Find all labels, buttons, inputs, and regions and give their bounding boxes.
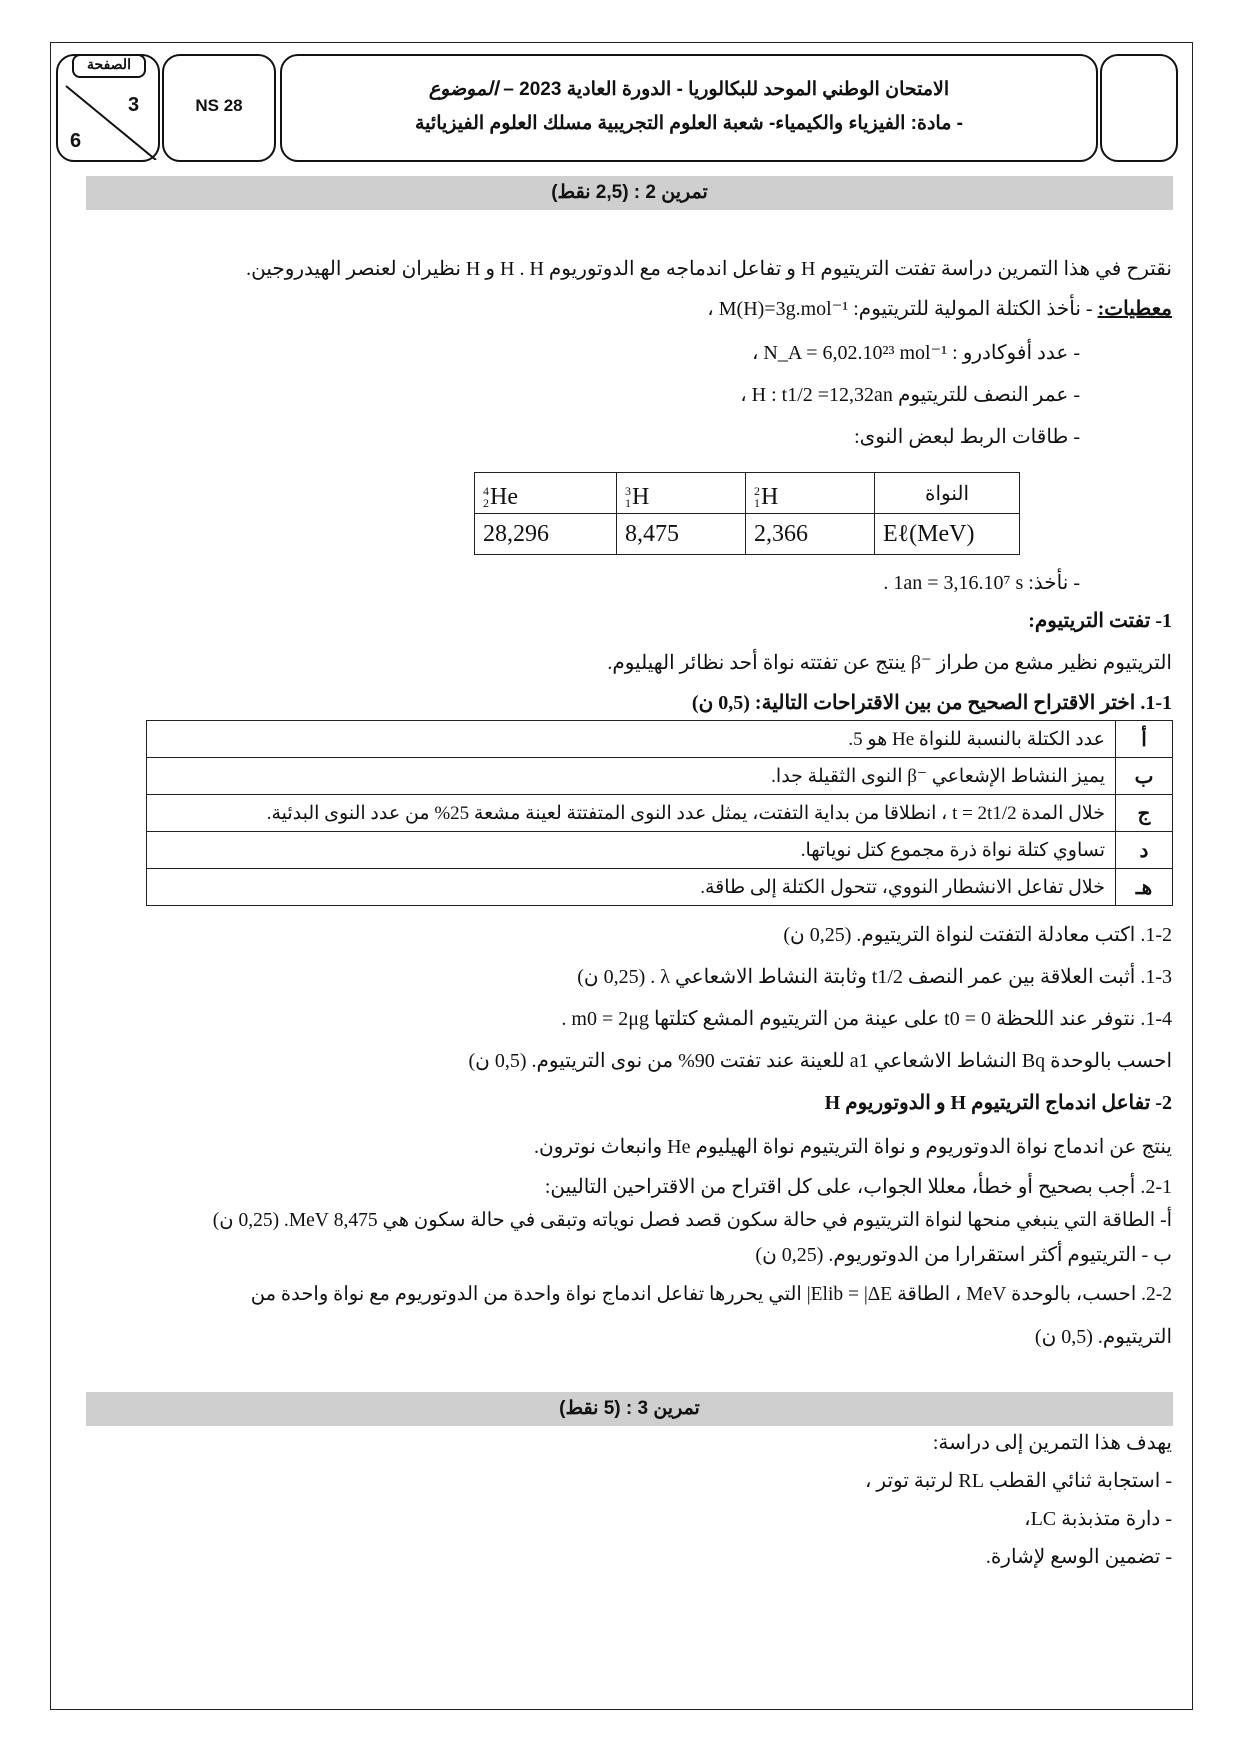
nucleus-h2: 2 1 H	[746, 473, 875, 514]
data-molar-text: - نأخذ الكتلة المولية للتريتيوم: M(H)=3g.mol⁻¹ ،	[707, 298, 1093, 320]
table-row	[475, 473, 1020, 514]
exam-title-line2: - مادة: الفيزياء والكيمياء- شعبة العلوم التجريبية مسلك العلوم الفيزيائية	[414, 113, 963, 134]
question-2-2-b: التريتيوم. (0,5 ن)	[1034, 1326, 1172, 1348]
option-text: خلال تفاعل الانشطار النووي، تتحول الكتلة إلى طاقة.	[147, 869, 1116, 906]
exam-title-subject-word: الموضوع	[428, 79, 498, 100]
exercise2-title: تمرين 2 : (2,5 نقط)	[86, 176, 1173, 210]
exercise2-intro: نقترح في هذا التمرين دراسة تفتت التريتيوم H و تفاعل اندماجه مع الدوتوريوم H . H و H نظيران لعنصر الهيدروجين.	[246, 258, 1172, 280]
option-text: يميز النشاط الإشعاعي ⁻β النوى الثقيلة جدا.	[147, 758, 1116, 795]
option-letter: هـ	[1116, 869, 1173, 906]
nucleus-he4: 4 2 He	[475, 473, 617, 514]
option-letter: د	[1116, 832, 1173, 869]
question-2-1: 2-1. أجب بصحيح أو خطأ، معللا الجواب، على كل اقتراح من الاقتراحين التاليين:	[544, 1176, 1172, 1198]
data-avogadro: - عدد أفوكادرو : N_A = 6,02.10²³ mol⁻¹ ،	[751, 342, 1080, 364]
page-total: 6	[70, 130, 82, 152]
options-table	[146, 720, 1173, 906]
page-label: الصفحة	[72, 54, 146, 78]
option-row	[147, 721, 1173, 758]
binding-energy-table	[474, 472, 1020, 555]
table-row	[475, 514, 1020, 555]
exercise3-item: - استجابة ثنائي القطب RL لرتبة توتر ،	[864, 1470, 1172, 1492]
exercise3-item: - تضمين الوسع لإشارة.	[985, 1546, 1172, 1568]
part1-title: 1- تفتت التريتيوم:	[1028, 610, 1172, 632]
option-letter: ب	[1116, 758, 1173, 795]
question-2-1-b: ب - التريتيوم أكثر استقرارا من الدوتوريوم. (0,25 ن)	[755, 1244, 1172, 1266]
year-note: - نأخذ: 1an = 3,16.10⁷ s .	[883, 572, 1080, 594]
nucleus-h3: 3 1 H	[617, 473, 746, 514]
exercise3-intro: يهدف هذا التمرين إلى دراسة:	[932, 1432, 1172, 1454]
part2-text: ينتج عن اندماج نواة الدوتوريوم و نواة التريتيوم نواة الهيليوم He وانبعاث نوترون.	[533, 1136, 1172, 1158]
exercise3-item: - دارة متذبذبة LC،	[1024, 1508, 1172, 1530]
option-row	[147, 832, 1173, 869]
exam-title-box	[280, 54, 1098, 162]
data-binding-label: - طاقات الربط لبعض النوى:	[854, 426, 1080, 448]
question-1-4-b: احسب بالوحدة Bq النشاط الاشعاعي a1 للعينة عند تفتت 90% من نوى التريتيوم. (0,5 ن)	[468, 1050, 1172, 1072]
option-letter: أ	[1116, 721, 1173, 758]
option-letter: ج	[1116, 795, 1173, 832]
question-1-3: 1-3. أثبت العلاقة بين عمر النصف t1/2 وثابتة النشاط الاشعاعي λ . (0,25 ن)	[577, 966, 1172, 988]
data-label: معطيات:	[1097, 298, 1172, 320]
question-1-4: 1-4. نتوفر عند اللحظة t0 = 0 على عينة من التريتيوم المشع كتلتها m0 = 2μg .	[561, 1008, 1172, 1030]
page-number-box	[56, 54, 160, 162]
question-2-1-a: أ- الطاقة التي ينبغي منحها لنواة التريتيوم في حالة سكون قصد فصل نوياته وتبقى في حالة سكون هي 8,475 MeV. (0,25 ن)	[212, 1210, 1172, 1231]
energy-he4: 28,296	[475, 514, 617, 555]
exam-title-prefix: الامتحان الوطني الموحد للبكالوريا - الدورة العادية 2023 –	[503, 79, 950, 100]
table-row-label: Eℓ(MeV)	[875, 514, 1020, 555]
question-1-2: 1-2. اكتب معادلة التفتت لنواة التريتيوم. (0,25 ن)	[783, 924, 1172, 946]
exam-code-box	[162, 54, 276, 162]
exercise3-title: تمرين 3 : (5 نقط)	[86, 1392, 1173, 1426]
exam-code: NS 28	[195, 96, 243, 115]
energy-h3: 8,475	[617, 514, 746, 555]
grade-box	[1100, 54, 1178, 162]
question-1-1: 1-1. اختر الاقتراح الصحيح من بين الاقتراحات التالية: (0,5 ن)	[691, 692, 1172, 714]
page-current: 3	[128, 94, 140, 116]
option-text: خلال المدة t = 2t1/2 ، انطلاقا من بداية التفتت، يمثل عدد النوى المتفتتة لعينة مشعة 25% من عدد النوى البدئية.	[147, 795, 1116, 832]
exam-title-line1	[282, 78, 1096, 101]
question-2-2: 2-2. احسب، بالوحدة MeV ، الطاقة Elib = |ΔE| التي يحررها تفاعل اندماج نواة واحدة من الدوتوريوم مع نواة واحدة من	[250, 1284, 1172, 1305]
energy-h2: 2,366	[746, 514, 875, 555]
option-row	[147, 795, 1173, 832]
part1-text: التريتيوم نظير مشع من طراز ⁻β ينتج عن تفتته نواة أحد نظائر الهيليوم.	[607, 652, 1172, 674]
part2-title: 2- تفاعل اندماج التريتيوم H و الدوتوريوم H	[824, 1092, 1172, 1114]
data-half-life: - عمر النصف للتريتيوم H : t1/2 =12,32an ،	[740, 384, 1080, 406]
data-molar-mass	[707, 296, 1172, 321]
option-text: تساوي كتلة نواة ذرة مجموع كتل نوياتها.	[147, 832, 1116, 869]
table-header-label: النواة	[875, 473, 1020, 514]
option-row	[147, 869, 1173, 906]
option-text: عدد الكتلة بالنسبة للنواة He هو 5.	[147, 721, 1116, 758]
option-row	[147, 758, 1173, 795]
